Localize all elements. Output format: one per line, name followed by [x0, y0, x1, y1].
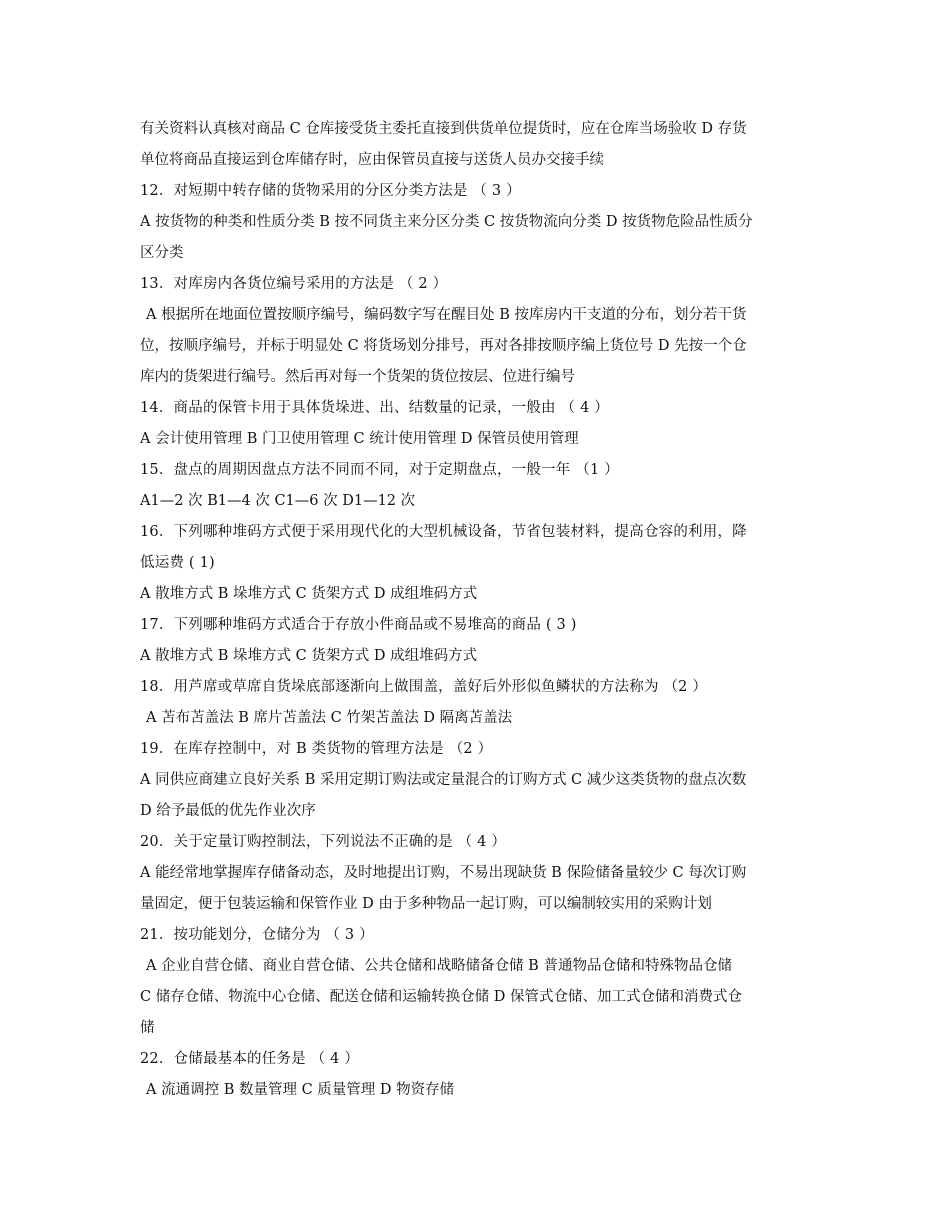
question-21: 21．按功能划分，仓储分为 （ 3 ） — [140, 927, 374, 943]
options-21-cont: C 储存仓储、物流中心仓储、配送仓储和运输转换仓储 D 保管式仓储、加工式仓储和消费式仓 — [140, 989, 743, 1005]
options-22: A 流通调控 B 数量管理 C 质量管理 D 物资存储 — [146, 1082, 455, 1098]
question-12: 12．对短期中转存储的货物采用的分区分类方法是 （ 3 ） — [140, 183, 521, 199]
question-13: 13．对库房内各货位编号采用的方法是 （ 2 ） — [140, 276, 448, 292]
options-21: A 企业自营仓储、商业自营仓储、公共仓储和战略储备仓储 B 普通物品仓储和特殊物品仓储 — [146, 958, 732, 974]
question-16: 16．下列哪种堆码方式便于采用现代化的大型机械设备，节省包装材料，提高仓容的利用，降 — [140, 524, 747, 540]
options-13-cont: 位，按顺序编号，并标于明显处 C 将货场划分排号，再对各排按顺序编上货位号 D 先按一个仓 — [140, 338, 747, 354]
options-19-cont: D 给予最低的优先作业次序 — [140, 803, 316, 819]
options-19: A 同供应商建立良好关系 B 采用定期订购法或定量混合的订购方式 C 减少这类货物的盘点次数 — [140, 772, 747, 788]
options-13-cont: 库内的货架进行编号。然后再对每一个货架的货位按层、位进行编号 — [140, 369, 575, 385]
options-18: A 苫布苫盖法 B 席片苫盖法 C 竹架苫盖法 D 隔离苫盖法 — [146, 710, 513, 726]
options-12: A 按货物的种类和性质分类 B 按不同货主来分区分类 C 按货物流向分类 D 按货物危险品性质分 — [140, 214, 753, 230]
question-16-cont: 低运费 ( 1) — [140, 555, 215, 571]
options-20-cont: 量固定，便于包装运输和保管作业 D 由于多种物品一起订购，可以编制较实用的采购计划 — [140, 896, 712, 912]
document-body — [140, 114, 815, 1106]
question-14: 14．商品的保管卡用于具体货垛进、出、结数量的记录，一般由 （ 4 ） — [140, 400, 610, 416]
options-21-cont: 储 — [140, 1020, 155, 1036]
options-14: A 会计使用管理 B 门卫使用管理 C 统计使用管理 D 保管员使用管理 — [140, 431, 579, 447]
question-20: 20．关于定量订购控制法，下列说法不正确的是 （ 4 ） — [140, 834, 507, 850]
question-15: 15．盘点的周期因盘点方法不同而不同，对于定期盘点，一般一年 （1 ） — [140, 462, 619, 478]
question-22: 22．仓储最基本的任务是 （ 4 ） — [140, 1051, 360, 1067]
options-17: A 散堆方式 B 垛堆方式 C 货架方式 D 成组堆码方式 — [140, 648, 478, 664]
question-18: 18．用芦席或草席自货垛底部逐渐向上做围盖，盖好后外形似鱼鳞状的方法称为 （2 ） — [140, 679, 708, 695]
text-line: 有关资料认真核对商品 C 仓库接受货主委托直接到供货单位提货时，应在仓库当场验收 D 存货 — [140, 121, 747, 137]
question-19: 19．在库存控制中，对 B 类货物的管理方法是 （2 ） — [140, 741, 493, 757]
options-16: A 散堆方式 B 垛堆方式 C 货架方式 D 成组堆码方式 — [140, 586, 478, 602]
options-20: A 能经常地掌握库存储备动态，及时地提出订购，不易出现缺货 B 保险储备量较少 C 每次订购 — [140, 865, 747, 881]
options-12-cont: 区分类 — [140, 245, 184, 261]
text-line: 单位将商品直接运到仓库储存时，应由保管员直接与送货人员办交接手续 — [140, 152, 604, 168]
options-15: A1—2 次 B1—4 次 C1—6 次 D1—12 次 — [140, 493, 416, 509]
question-17: 17．下列哪种堆码方式适合于存放小件商品或不易堆高的商品 ( 3 ) — [140, 617, 577, 633]
options-13: A 根据所在地面位置按顺序编号，编码数字写在醒目处 B 按库房内干支道的分布，划分若干货 — [146, 307, 747, 323]
